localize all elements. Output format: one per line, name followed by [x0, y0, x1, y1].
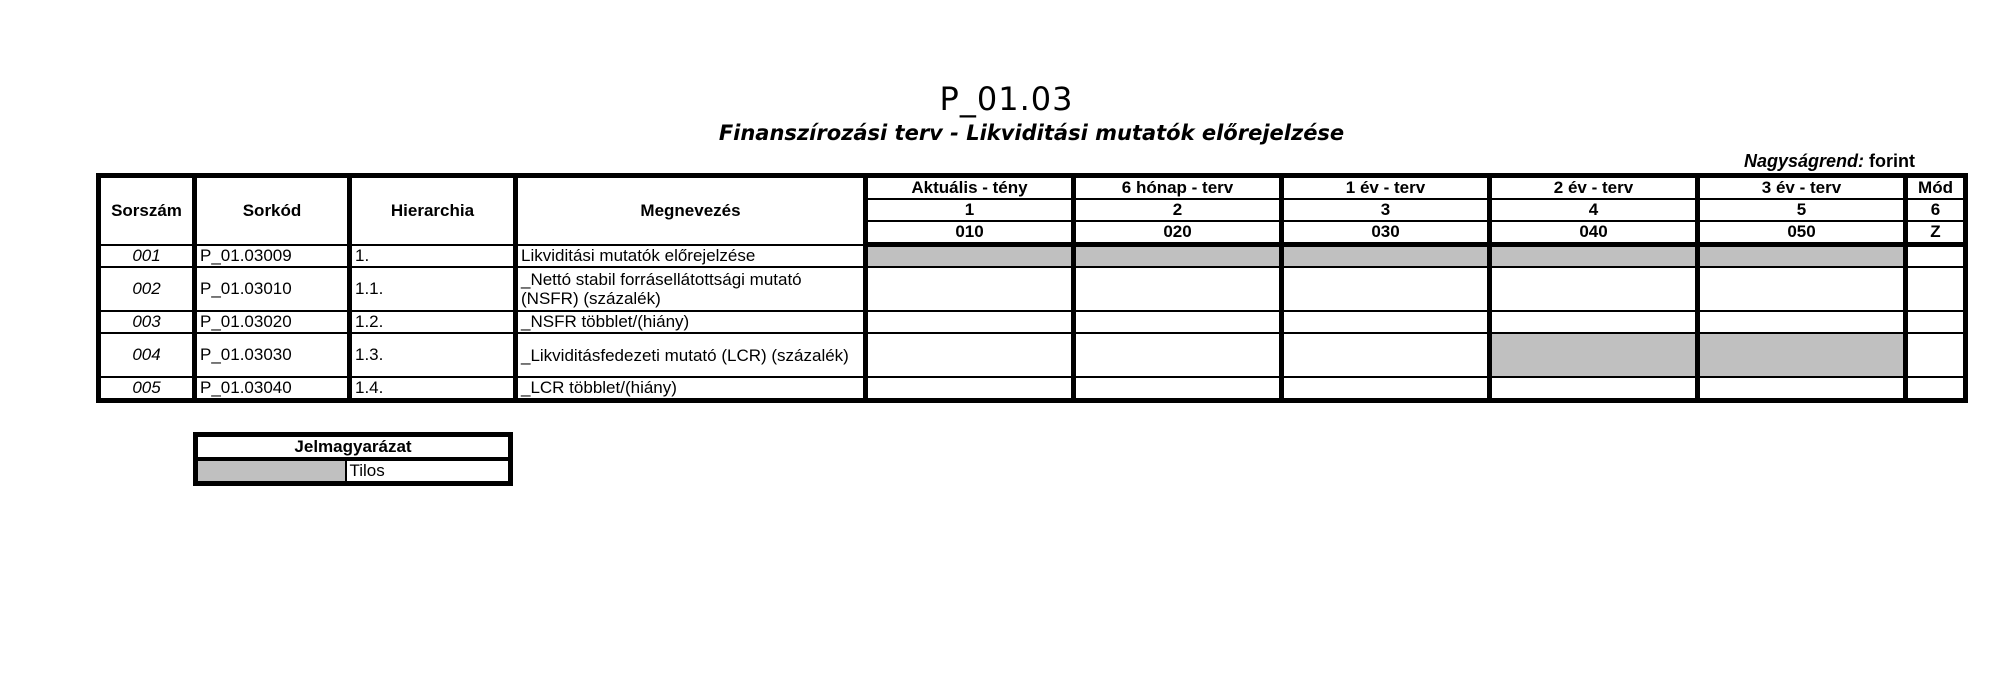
value-cell[interactable]: [1698, 311, 1906, 333]
header-col-code: 020: [1074, 221, 1282, 245]
value-cell[interactable]: [1074, 377, 1282, 401]
header-col-title: 6 hónap - terv: [1074, 176, 1282, 200]
row-megnevezes: _Likviditásfedezeti mutató (LCR) (százalék): [516, 333, 866, 377]
value-cell[interactable]: [1906, 267, 1966, 311]
value-cell[interactable]: [1282, 377, 1490, 401]
value-cell[interactable]: [1282, 267, 1490, 311]
value-cell[interactable]: [1490, 311, 1698, 333]
header-col-code: 040: [1490, 221, 1698, 245]
table-row: [99, 267, 1966, 311]
header-col-num: 6: [1906, 199, 1966, 221]
value-cell[interactable]: [866, 311, 1074, 333]
legend-table: [193, 432, 513, 486]
value-cell-forbidden: [866, 245, 1074, 268]
value-cell[interactable]: [1906, 333, 1966, 377]
row-sorkod: P_01.03020: [195, 311, 350, 333]
row-sorkod: P_01.03030: [195, 333, 350, 377]
header-col-code: 010: [866, 221, 1074, 245]
header-col-num: 1: [866, 199, 1074, 221]
row-megnevezes: _Nettó stabil forrásellátottsági mutató (NSFR) (százalék): [516, 267, 866, 311]
row-sorszam: 001: [99, 245, 195, 268]
row-hierarchia: 1.1.: [350, 267, 516, 311]
value-cell-forbidden: [1282, 245, 1490, 268]
value-cell-forbidden: [1490, 245, 1698, 268]
header-col-code: 030: [1282, 221, 1490, 245]
form-subtitle: Finanszírozási terv - Likviditási mutatók előrejelzése: [718, 121, 1345, 145]
value-cell[interactable]: [1074, 267, 1282, 311]
header-col-code: Z: [1906, 221, 1966, 245]
value-cell[interactable]: [1490, 267, 1698, 311]
header-col-num: 2: [1074, 199, 1282, 221]
row-hierarchia: 1.: [350, 245, 516, 268]
header-col-title: 3 év - terv: [1698, 176, 1906, 200]
header-col-title: Mód: [1906, 176, 1966, 200]
header-col-num: 4: [1490, 199, 1698, 221]
header-megnevezes: Megnevezés: [516, 176, 866, 245]
row-megnevezes: _LCR többlet/(hiány): [516, 377, 866, 401]
form-code-title: P_01.03: [939, 80, 1074, 118]
value-cell-forbidden: [1698, 333, 1906, 377]
legend-title: Jelmagyarázat: [196, 435, 511, 460]
header-col-title: Aktuális - tény: [866, 176, 1074, 200]
header-hierarchia: Hierarchia: [350, 176, 516, 245]
value-cell[interactable]: [1074, 311, 1282, 333]
header-col-title: 1 év - terv: [1282, 176, 1490, 200]
header-col-title: 2 év - terv: [1490, 176, 1698, 200]
value-cell[interactable]: [866, 377, 1074, 401]
value-cell[interactable]: [866, 267, 1074, 311]
table-row: [99, 311, 1966, 333]
row-sorszam: 002: [99, 267, 195, 311]
header-sorkod: Sorkód: [195, 176, 350, 245]
row-sorkod: P_01.03010: [195, 267, 350, 311]
value-cell[interactable]: [1906, 245, 1966, 268]
row-sorszam: 003: [99, 311, 195, 333]
value-cell-forbidden: [1074, 245, 1282, 268]
row-hierarchia: 1.4.: [350, 377, 516, 401]
row-megnevezes: _NSFR többlet/(hiány): [516, 311, 866, 333]
row-sorszam: 005: [99, 377, 195, 401]
row-sorkod: P_01.03040: [195, 377, 350, 401]
row-hierarchia: 1.2.: [350, 311, 516, 333]
magnitude-note: [1744, 151, 1915, 172]
value-cell[interactable]: [1074, 333, 1282, 377]
value-cell[interactable]: [1490, 377, 1698, 401]
table-row: [99, 377, 1966, 401]
value-cell[interactable]: [1282, 333, 1490, 377]
value-cell[interactable]: [1698, 267, 1906, 311]
value-cell-forbidden: [1490, 333, 1698, 377]
row-sorszam: 004: [99, 333, 195, 377]
value-cell[interactable]: [1906, 377, 1966, 401]
value-cell[interactable]: [1906, 311, 1966, 333]
magnitude-label: Nagyságrend:: [1743, 151, 1864, 171]
row-sorkod: P_01.03009: [195, 245, 350, 268]
legend-label: Tilos: [346, 459, 511, 484]
value-cell[interactable]: [866, 333, 1074, 377]
table-row: [99, 245, 1966, 268]
value-cell-forbidden: [1698, 245, 1906, 268]
legend-swatch: [196, 459, 346, 484]
header-col-code: 050: [1698, 221, 1906, 245]
magnitude-value: forint: [1869, 151, 1915, 171]
row-megnevezes: Likviditási mutatók előrejelzése: [516, 245, 866, 268]
row-hierarchia: 1.3.: [350, 333, 516, 377]
header-col-num: 5: [1698, 199, 1906, 221]
value-cell[interactable]: [1282, 311, 1490, 333]
header-sorszam: Sorszám: [99, 176, 195, 245]
value-cell[interactable]: [1698, 377, 1906, 401]
liquidity-forecast-table: [96, 173, 1968, 403]
header-col-num: 3: [1282, 199, 1490, 221]
table-row: [99, 333, 1966, 377]
